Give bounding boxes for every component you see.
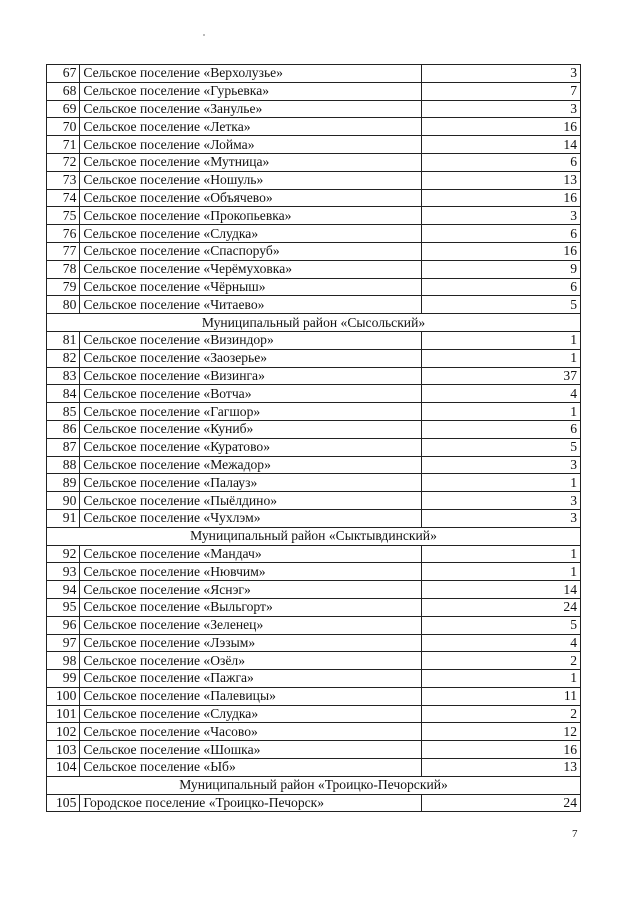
section-header-row xyxy=(47,527,581,545)
row-value: 3 xyxy=(422,509,581,527)
row-value: 24 xyxy=(422,598,581,616)
settlement-name: Сельское поселение «Яснэг» xyxy=(80,581,422,599)
settlements-table xyxy=(46,64,581,812)
row-value: 2 xyxy=(422,705,581,723)
row-number: 81 xyxy=(47,331,80,349)
table-row xyxy=(47,420,581,438)
table-row xyxy=(47,385,581,403)
row-number: 102 xyxy=(47,723,80,741)
table-row xyxy=(47,225,581,243)
row-number: 85 xyxy=(47,403,80,421)
settlement-name: Сельское поселение «Гагшор» xyxy=(80,403,422,421)
row-number: 83 xyxy=(47,367,80,385)
section-title: Муниципальный район «Троицко-Печорский» xyxy=(47,776,581,794)
settlement-name: Сельское поселение «Палауз» xyxy=(80,474,422,492)
row-value: 16 xyxy=(422,189,581,207)
row-value: 1 xyxy=(422,545,581,563)
row-number: 101 xyxy=(47,705,80,723)
settlement-name: Сельское поселение «Занулье» xyxy=(80,100,422,118)
row-value: 7 xyxy=(422,82,581,100)
table-row xyxy=(47,794,581,812)
row-value: 16 xyxy=(422,118,581,136)
table-row xyxy=(47,296,581,314)
settlement-name: Сельское поселение «Спаспоруб» xyxy=(80,242,422,260)
section-header-row xyxy=(47,314,581,332)
table-row xyxy=(47,723,581,741)
settlement-name: Сельское поселение «Нювчим» xyxy=(80,563,422,581)
row-value: 4 xyxy=(422,634,581,652)
settlement-name: Сельское поселение «Ношуль» xyxy=(80,171,422,189)
settlement-name: Сельское поселение «Объячево» xyxy=(80,189,422,207)
row-number: 82 xyxy=(47,349,80,367)
row-number: 92 xyxy=(47,545,80,563)
table-row xyxy=(47,741,581,759)
row-number: 80 xyxy=(47,296,80,314)
row-number: 76 xyxy=(47,225,80,243)
table-row xyxy=(47,403,581,421)
row-number: 67 xyxy=(47,65,80,83)
settlement-name: Сельское поселение «Гурьевка» xyxy=(80,82,422,100)
table-row xyxy=(47,492,581,510)
settlement-name: Сельское поселение «Пажга» xyxy=(80,670,422,688)
settlement-name: Сельское поселение «Ыб» xyxy=(80,759,422,777)
table-row xyxy=(47,136,581,154)
table-row xyxy=(47,509,581,527)
section-title: Муниципальный район «Сысольский» xyxy=(47,314,581,332)
row-value: 13 xyxy=(422,759,581,777)
section-title: Муниципальный район «Сыктывдинский» xyxy=(47,527,581,545)
row-value: 12 xyxy=(422,723,581,741)
row-number: 72 xyxy=(47,153,80,171)
row-value: 3 xyxy=(422,100,581,118)
table-row xyxy=(47,598,581,616)
table-row xyxy=(47,207,581,225)
row-value: 3 xyxy=(422,65,581,83)
row-value: 3 xyxy=(422,456,581,474)
settlement-name: Сельское поселение «Слудка» xyxy=(80,225,422,243)
table-body xyxy=(47,65,581,812)
row-number: 90 xyxy=(47,492,80,510)
row-value: 5 xyxy=(422,438,581,456)
table-row xyxy=(47,456,581,474)
settlement-name: Сельское поселение «Визинга» xyxy=(80,367,422,385)
table-row xyxy=(47,545,581,563)
settlement-name: Сельское поселение «Визиндор» xyxy=(80,331,422,349)
settlement-name: Сельское поселение «Слудка» xyxy=(80,705,422,723)
table-row xyxy=(47,331,581,349)
row-value: 1 xyxy=(422,331,581,349)
row-number: 104 xyxy=(47,759,80,777)
row-value: 6 xyxy=(422,420,581,438)
settlement-name: Сельское поселение «Читаево» xyxy=(80,296,422,314)
settlement-name: Сельское поселение «Палевицы» xyxy=(80,687,422,705)
row-number: 103 xyxy=(47,741,80,759)
table-row xyxy=(47,189,581,207)
settlement-name: Сельское поселение «Мандач» xyxy=(80,545,422,563)
table-row xyxy=(47,367,581,385)
settlement-name: Сельское поселение «Куниб» xyxy=(80,420,422,438)
settlement-name: Сельское поселение «Мутница» xyxy=(80,153,422,171)
row-number: 105 xyxy=(47,794,80,812)
settlement-name: Сельское поселение «Куратово» xyxy=(80,438,422,456)
settlement-name: Сельское поселение «Прокопьевка» xyxy=(80,207,422,225)
table-row xyxy=(47,278,581,296)
row-number: 74 xyxy=(47,189,80,207)
section-header-row xyxy=(47,776,581,794)
row-number: 86 xyxy=(47,420,80,438)
table-row xyxy=(47,100,581,118)
table-row xyxy=(47,474,581,492)
row-number: 98 xyxy=(47,652,80,670)
row-value: 6 xyxy=(422,153,581,171)
settlement-name: Сельское поселение «Лойма» xyxy=(80,136,422,154)
row-number: 99 xyxy=(47,670,80,688)
table-row xyxy=(47,171,581,189)
settlement-name: Сельское поселение «Зеленец» xyxy=(80,616,422,634)
row-number: 96 xyxy=(47,616,80,634)
settlement-name: Сельское поселение «Черёмуховка» xyxy=(80,260,422,278)
row-number: 84 xyxy=(47,385,80,403)
table-row xyxy=(47,705,581,723)
settlement-name: Сельское поселение «Межадор» xyxy=(80,456,422,474)
row-value: 1 xyxy=(422,349,581,367)
row-value: 14 xyxy=(422,136,581,154)
table-row xyxy=(47,349,581,367)
row-number: 89 xyxy=(47,474,80,492)
table-row xyxy=(47,153,581,171)
row-number: 87 xyxy=(47,438,80,456)
table-row xyxy=(47,652,581,670)
row-value: 2 xyxy=(422,652,581,670)
row-number: 100 xyxy=(47,687,80,705)
row-value: 1 xyxy=(422,670,581,688)
table-row xyxy=(47,260,581,278)
row-number: 73 xyxy=(47,171,80,189)
settlement-name: Сельское поселение «Верхолузье» xyxy=(80,65,422,83)
table-row xyxy=(47,581,581,599)
settlement-name: Сельское поселение «Чухлэм» xyxy=(80,509,422,527)
row-value: 13 xyxy=(422,171,581,189)
row-value: 4 xyxy=(422,385,581,403)
row-value: 9 xyxy=(422,260,581,278)
settlement-name: Сельское поселение «Заозерье» xyxy=(80,349,422,367)
row-value: 5 xyxy=(422,296,581,314)
row-number: 93 xyxy=(47,563,80,581)
row-value: 1 xyxy=(422,403,581,421)
page-number: 7 xyxy=(572,828,578,840)
row-value: 6 xyxy=(422,225,581,243)
table-row xyxy=(47,438,581,456)
row-value: 37 xyxy=(422,367,581,385)
row-value: 3 xyxy=(422,207,581,225)
table-row xyxy=(47,65,581,83)
settlement-name: Сельское поселение «Часово» xyxy=(80,723,422,741)
row-number: 97 xyxy=(47,634,80,652)
row-value: 5 xyxy=(422,616,581,634)
row-value: 3 xyxy=(422,492,581,510)
table-row xyxy=(47,687,581,705)
row-value: 16 xyxy=(422,741,581,759)
row-value: 11 xyxy=(422,687,581,705)
settlement-name: Сельское поселение «Выльгорт» xyxy=(80,598,422,616)
row-value: 1 xyxy=(422,563,581,581)
table-row xyxy=(47,670,581,688)
row-number: 68 xyxy=(47,82,80,100)
settlement-name: Сельское поселение «Озёл» xyxy=(80,652,422,670)
row-value: 1 xyxy=(422,474,581,492)
table-row xyxy=(47,118,581,136)
row-number: 69 xyxy=(47,100,80,118)
table-row xyxy=(47,242,581,260)
row-number: 94 xyxy=(47,581,80,599)
row-number: 88 xyxy=(47,456,80,474)
settlement-name: Городское поселение «Троицко-Печорск» xyxy=(80,794,422,812)
row-number: 75 xyxy=(47,207,80,225)
row-value: 24 xyxy=(422,794,581,812)
row-number: 91 xyxy=(47,509,80,527)
table-row xyxy=(47,563,581,581)
settlement-name: Сельское поселение «Лэзым» xyxy=(80,634,422,652)
row-number: 70 xyxy=(47,118,80,136)
row-value: 6 xyxy=(422,278,581,296)
table-row xyxy=(47,82,581,100)
row-number: 77 xyxy=(47,242,80,260)
row-value: 16 xyxy=(422,242,581,260)
table-row xyxy=(47,759,581,777)
scan-speck xyxy=(203,34,205,36)
row-number: 95 xyxy=(47,598,80,616)
settlement-name: Сельское поселение «Вотча» xyxy=(80,385,422,403)
settlement-name: Сельское поселение «Чёрныш» xyxy=(80,278,422,296)
table-row xyxy=(47,616,581,634)
row-number: 79 xyxy=(47,278,80,296)
row-number: 71 xyxy=(47,136,80,154)
row-number: 78 xyxy=(47,260,80,278)
settlement-name: Сельское поселение «Пыёлдино» xyxy=(80,492,422,510)
settlement-name: Сельское поселение «Шошка» xyxy=(80,741,422,759)
row-value: 14 xyxy=(422,581,581,599)
settlement-name: Сельское поселение «Летка» xyxy=(80,118,422,136)
table-row xyxy=(47,634,581,652)
